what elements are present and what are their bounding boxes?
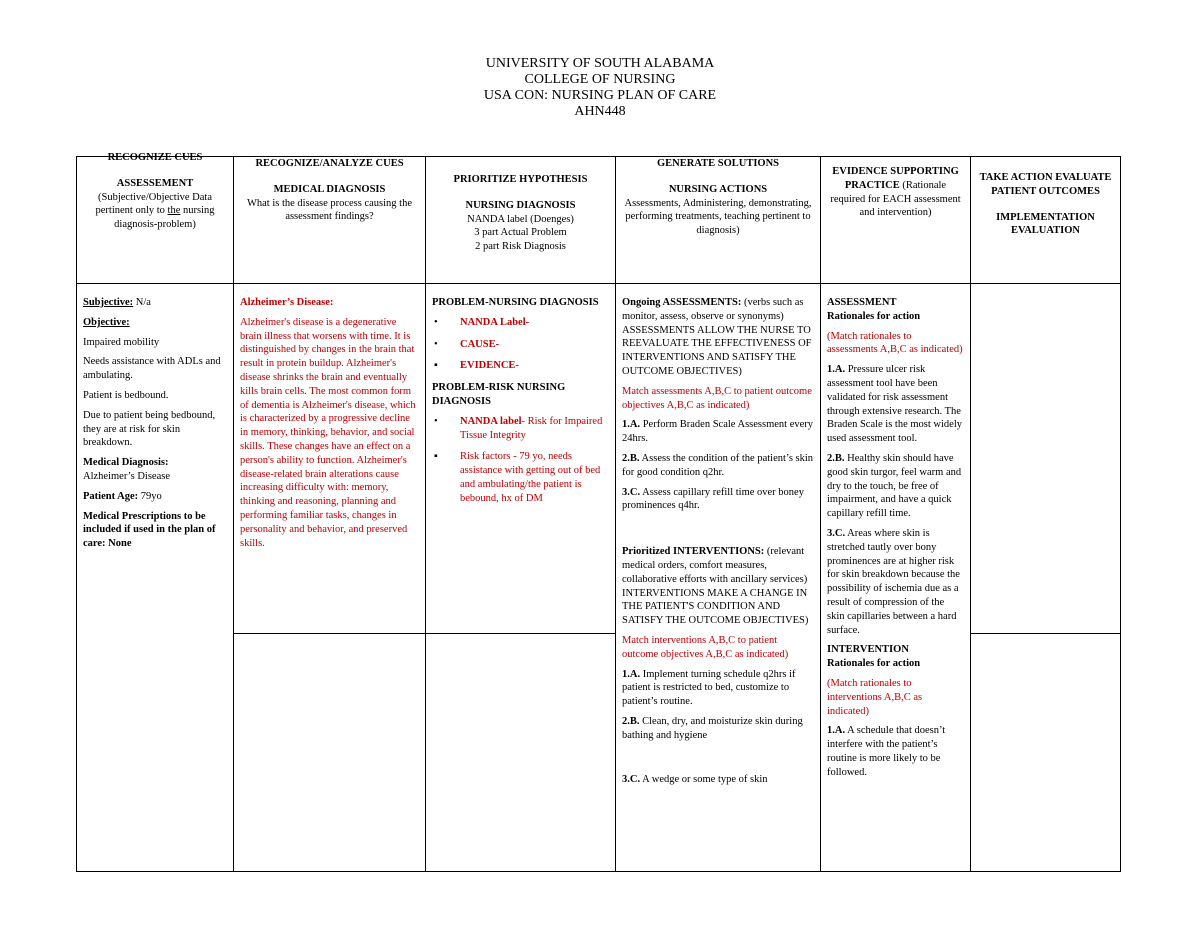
course-code: AHN448: [574, 104, 626, 119]
col-header-take-action: TAKE ACTION EVALUATE PATIENT OUTCOMES IMPLEMENTATION EVALUATION: [971, 157, 1121, 284]
col-header-evidence: EVIDENCE SUPPORTING PRACTICE (Rationale required for EACH assessment and intervention): [821, 157, 971, 284]
col-header-generate-solutions: GENERATE SOLUTIONS NURSING ACTIONS Assessments, Administering, demonstrating, performing treatments, teaching pertinent to diagnosis): [616, 157, 821, 284]
university-name: UNIVERSITY OF SOUTH ALABAMA: [485, 56, 715, 71]
evaluation-cell-top: [971, 284, 1121, 634]
nursing-diagnosis-cell: PROBLEM-NURSING DIAGNOSIS • NANDA Label- • CAUSE- ▪ EVIDENCE- PROBLEM-RISK NURSING DIAGNOSIS • NANDA label- Risk for Impaired Tissue Integrity ▪ Risk factors - 79 yo, needs assistance with getting out of bed and ambulating/the patient is bebound, hx of DM: [426, 284, 616, 634]
nanda-item: • NANDA Label-: [434, 316, 530, 328]
cause-item: • CAUSE-: [434, 338, 500, 350]
objective-item: Needs assistance with ADLs and ambulating.: [83, 356, 221, 382]
content-row-1: [77, 284, 1121, 634]
col-header-prioritize: PRIORITIZE HYPOTHESIS NURSING DIAGNOSIS NANDA label (Doenges) 3 part Actual Problem 2 part Risk Diagnosis: [426, 157, 616, 284]
evaluation-cell-bottom: [971, 634, 1121, 872]
objective-item: Due to patient being bedbound, they are at risk for skin breakdown.: [83, 409, 216, 449]
college-name: COLLEGE OF NURSING: [524, 72, 676, 87]
document-title: USA CON: NURSING PLAN OF CARE: [483, 88, 717, 103]
evidence-cell: ASSESSMENT Rationales for action (Match rationales to assessments A,B,C as indicated) 1.A. Pressure ulcer risk assessment tool have been validated for risk assessment through extensive research. The Braden Scale is the most widely used assessment tool. 2.B. Healthy skin should have good skin turgor, feel warm and dry to the touch, be free of impairment, and have a quick capillary refill time. 3.C. Areas where skin is stretched tautly over bony prominences are at higher risk for skin breakdown because the possibility of ischemia due as a result of compression of the skin capillaries between a hard surface. INTERVENTION Rationales for action (Match rationales to interventions A,B,C as indicated) 1.A. A schedule that doesn’t interfere with the patient’s routine is more likely to be followed.: [821, 284, 971, 872]
header-row: [77, 157, 1121, 284]
care-plan-table: [76, 152, 1121, 872]
page-header: [0, 56, 1200, 120]
medical-diagnosis-cell: Alzheimer’s Disease: Alzheimer's disease is a degenerative brain illness that worsens with time. It is distinguished by changes in the brain that result in protein buildup. Alzheimer's disease shrinks the brain and eventually kills brain cells. The most common form of dementia is Alzheimer's disease, which is characterized by a progressive decline in memory, thinking, behavior, and social skills. These changes have an effect on a person's ability to function. Alzheimer's disease-related brain alterations cause increasing difficulty with: memory, thinking and reasoning, planning and performing familiar tasks, changes in personality and behavior, and preserved skills.: [234, 284, 426, 634]
evidence-item: ▪ EVIDENCE-: [434, 360, 519, 372]
col-header-recognize-cues: RECOGNIZE CUES ASSESSEMENT (Subjective/Objective Data pertinent only to the nursing diagnosis-problem): [77, 157, 234, 284]
objective-item: Impaired mobility: [83, 336, 160, 348]
assessment-cell: Subjective: N/a Objective: Impaired mobility Needs assistance with ADLs and ambulating. Patient is bedbound. Due to patient being bedbound, they are at risk for skin breakdown. Medical Diagnosis: Alzheimer’s Disease Patient Age: 79yo Medical Prescriptions to be included if used in the plan of care: None: [77, 284, 234, 872]
nursing-diagnosis-cell-empty: [426, 634, 616, 872]
medical-diagnosis-cell-empty: [234, 634, 426, 872]
risk-factors-item: ▪ Risk factors - 79 yo, needs assistance with getting out of bed and ambulating/the patient is bebound, hx of DM: [434, 451, 601, 504]
col-header-analyze-cues: RECOGNIZE/ANALYZE CUES MEDICAL DIAGNOSIS What is the disease process causing the assessment findings?: [234, 157, 426, 284]
risk-nanda-item: • NANDA label- Risk for Impaired Tissue Integrity: [434, 415, 603, 441]
nursing-actions-cell: Ongoing ASSESSMENTS: (verbs such as monitor, assess, observe or synonyms) ASSESSMENTS ALLOW THE NURSE TO REEVALUATE THE EFFECTIVENESS OF INTERVENTIONS AND SATISFY THE OUTCOME OBJECTIVES) Match assessments A,B,C to patient outcome objectives A,B,C as indicated) 1.A. Perform Braden Scale Assessment every 24hrs. 2.B. Assess the condition of the patient’s skin for good condition q2hr. 3.C. Assess capillary refill time over boney prominences q4hr. Prioritized INTERVENTIONS: (relevant medical orders, comfort measures, collaborative efforts with ancillary services) INTERVENTIONS MAKE A CHANGE IN THE PATIENT'S CONDITION AND SATISFY THE OUTCOME OBJECTIVES) Match interventions A,B,C to patient outcome objectives A,B,C as indicated) 1.A. Implement turning schedule q2hrs if patient is restricted to bed, customize to patient’s routine. 2.B. Clean, dry, and moisturize skin during bathing and hygiene 3.C. A wedge or some type of skin: [616, 284, 821, 872]
objective-item: Patient is bedbound.: [83, 389, 169, 401]
